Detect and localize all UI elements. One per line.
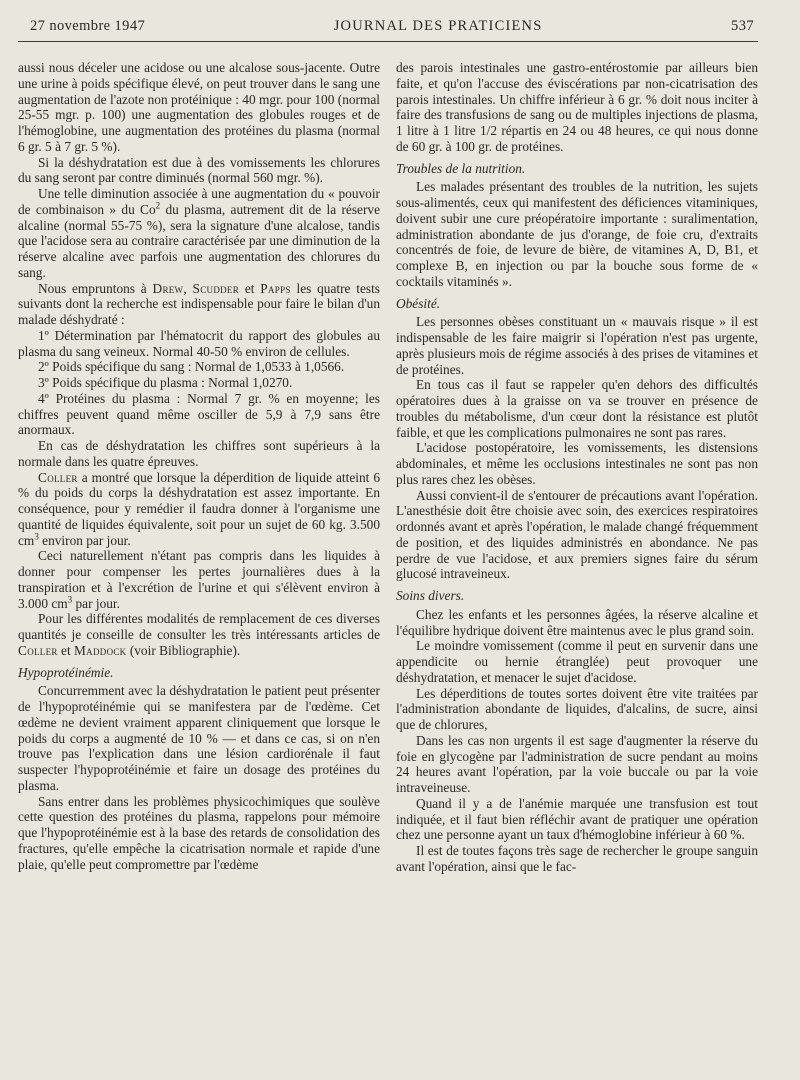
paragraph: aussi nous déceler une acidose ou une alcalose sous-jacente. Outre une urine à poids spécifique élevé, on peut trouver dans le sang une augmentation de l'azote non protéinique : 40 mgr. pour 100 (normal 25-55 mgr. p. 100) une augmentation des globules rouges et de l'hémoglobine, une augmentation des protéines du plasma (normal 6 gr. 5 à 7 gr. 5 %).: [18, 60, 380, 154]
section-heading: Soins divers.: [396, 588, 465, 603]
paragraph: Quand il y a de l'anémie marquée une transfusion est tout indiquée, et il faut bien réfléchir avant de pratiquer une opération chez une personne ayant un taux d'hémoglobine inférieur à 60 %.: [396, 795, 758, 843]
paragraph: Concurremment avec la déshydratation le patient peut présenter de l'hypoprotéinémie qui se manifestera par de l'œdème. Cet œdème ne devient vraiment apparent cliniquement que lorsque le poids du corps a augmenté de 10 % — et dans ce cas, si on n'en trouve pas l'explication dans une lésion cardiorénale il faut suspecter l'hypoprotéinémie et faire un dosage des protéines du plasma.: [18, 683, 380, 793]
author-name: Drew: [152, 280, 184, 296]
author-name: Scudder: [192, 280, 240, 296]
paragraph: Nous empruntons à Drew, Scudder et Papps les quatre tests suivants dont la recherche est indispensable pour faire le bilan d'un malade déshydraté :: [18, 280, 380, 327]
list-item: 1º Détermination par l'hématocrit du rapport des globules au plasma du sang veineux. Normal 40-50 % environ de cellules.: [18, 327, 380, 359]
paragraph: Le moindre vomissement (comme il peut en survenir dans une appendicite ou hernie étranglée) peut provoquer une déshydratation, et menacer le sujet d'acidose.: [396, 638, 758, 685]
section-heading: Troubles de la nutrition.: [396, 160, 526, 176]
paragraph: Il est de toutes façons très sage de rechercher le groupe sanguin avant l'opération, ainsi que le fac-: [396, 843, 758, 874]
right-column: [396, 60, 758, 875]
paragraph: Pour les différentes modalités de remplacement de ces diverses quantités je conseille de consulter les très intéressants articles de Coller et Maddock (voir Bibliographie).: [18, 611, 380, 658]
paragraph: En tous cas il faut se rappeler qu'en dehors des difficultés opératoires dues à la graisse on va se trouver en présence de troubles du métabolisme, d'un cœur dont la résistance est plutôt faible, et que les complications pulmonaires ne sont pas rares.: [396, 377, 758, 440]
paragraph: Coller a montré que lorsque la déperdition de liquide atteint 6 % du poids du corps la déshydratation est assez importante. En conséquence, pour y remédier il faudra donner à l'organisme une quantité de liquides équivalente, soit pour un sujet de 60 kg. 3.500 $cm^3$ environ par jour.: [18, 469, 380, 548]
text-columns: [18, 60, 758, 875]
paragraph: L'acidose postopératoire, les vomissements, les distensions abdominales, et même les occlusions intestinales ne sont pas non plus rares chez les obèses.: [396, 440, 758, 487]
list-item: 3º Poids spécifique du plasma : Normal 1,0270.: [38, 375, 293, 390]
running-header: [18, 14, 758, 42]
paragraph: Les personnes obèses constituant un « mauvais risque » il est indispensable de les faire maigrir si l'opération n'est pas urgente, après plusieurs mois de régime associés à des prises de vitamines et de protéines.: [396, 314, 758, 377]
author-name: Coller: [38, 469, 78, 485]
paragraph: Aussi convient-il de s'entourer de précautions avant l'opération. L'anesthésie doit être choisie avec soin, des exercices respiratoires ordonnés avant et après l'opération, le malade changé fréquemment de position, et des liquides administrés en abondance. Ne pas perdre de vue l'acidose, et aux premiers signes faire du sérum glucosé intraveineux.: [396, 487, 758, 582]
paragraph: Sans entrer dans les problèmes physicochimiques que soulève cette question des protéines du plasma, rappelons pour mémoire que l'hypoprotéinémie est à la base des retards de consolidation des fractures, qu'elle empêche la cicatrisation normale et rapide d'une plaie, qu'elle peut compromettre par l'œdème: [18, 793, 380, 872]
list-item: 2º Poids spécifique du sang : Normal de 1,0533 à 1,0566.: [38, 359, 345, 375]
header-journal-title: JOURNAL DES PRATICIENS: [333, 18, 543, 34]
header-date: 27 novembre 1947: [30, 18, 146, 34]
paragraph: En cas de déshydratation les chiffres sont supérieurs à la normale dans les quatre épreuves.: [18, 438, 380, 469]
paragraph: Une telle diminution associée à une augmentation du « pouvoir de combinaison » du Co$^2$ du plasma, autrement dit de la réserve alcaline (normal 55-75 %), sera la signature d'une alcalose, tandis que l'acidose sera au contraire caractérisée par une diminution de la réserve alcaline avec parfois une augmentation des chlorures du sang.: [18, 186, 380, 280]
paragraph: Dans les cas non urgents il est sage d'augmenter la réserve du foie en glycogène par l'administration de sucre pendant au moins 24 heures avant l'opération, par la voie buccale ou par la voie intraveineuse.: [396, 732, 758, 795]
paragraph: Si la déshydratation est due à des vomissements les chlorures du sang seront par contre diminués (normal 560 mgr. %).: [18, 154, 380, 186]
paragraph: Les malades présentant des troubles de la nutrition, les sujets sous-alimentés, ceux qui manifestent des déficiences vitaminiques, doivent subir une cure préopératoire importante : suralimentation, administration abondante de jus d'orange, de foie cru, d'extraits concentrés de foie, de levure de bière, de vitamines A, D, B1, et complexe B, en injection ou par la bouche sous forme de « cocktails vitaminés ».: [396, 179, 758, 289]
list-item: 4º Protéines du plasma : Normal 7 gr. % en moyenne; les chiffres peuvent quand même osciller de 5,9 à 7,9 sans être anormaux.: [18, 390, 380, 438]
author-name: Maddock: [74, 642, 127, 658]
paragraph: Les déperditions de toutes sortes doivent être vite traitées par l'administration abondante de liquides, d'alcalins, de sucre, ainsi que de chlorures,: [396, 685, 758, 732]
paragraph: Ceci naturellement n'étant pas compris dans les liquides à donner pour compenser les pertes journalières dues à la transpiration et à l'excrétion de l'urine et qui s'élèvent environ à 3.000 $cm^3$ par jour.: [18, 548, 380, 611]
left-column: [18, 60, 380, 875]
paragraph: Chez les enfants et les personnes âgées, la réserve alcaline et l'équilibre hydrique doivent être maintenus avec le plus grand soin.: [396, 606, 758, 638]
section-heading: Hypoprotéinémie.: [18, 664, 114, 680]
author-name: Papps: [260, 280, 291, 296]
author-name: Coller: [18, 642, 58, 658]
header-page-number: 537: [731, 18, 754, 34]
paragraph: des parois intestinales une gastro-entérostomie par ailleurs bien faite, et qu'on l'accuse des éviscérations par non-cicatrisation des parois intestinales. Un chiffre inférieur à 6 gr. % doit nous inciter à faire des transfusions de sang ou de multiples injections de plasma, 1 litre à 1 litre 1/2 répartis en 24 ou 48 heures, ce qui nous donne de 60 gr. à 100 gr. de protéines.: [396, 60, 758, 154]
section-heading: Obésité.: [396, 295, 441, 311]
